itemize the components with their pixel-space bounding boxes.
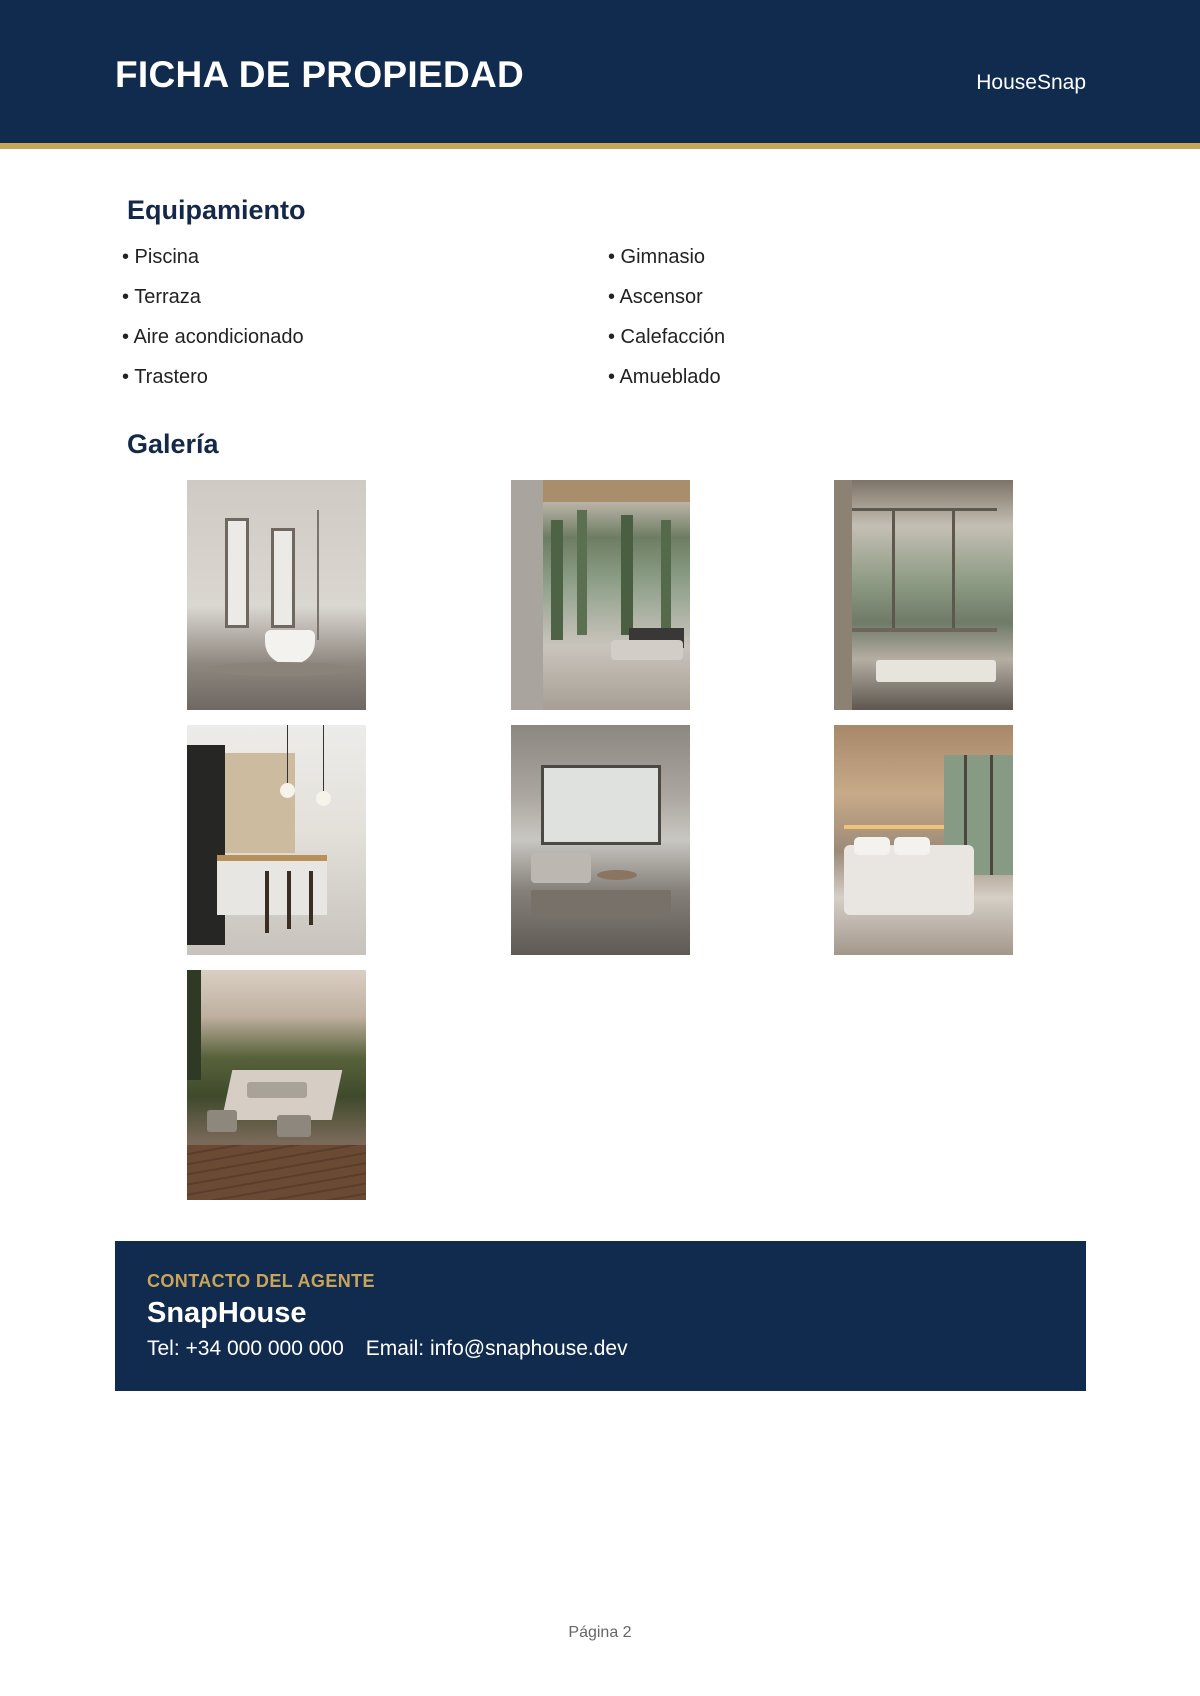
brand-name: HouseSnap [976, 71, 1086, 94]
feature-item: • Gimnasio [608, 246, 706, 268]
agent-phone[interactable]: Tel: +34 000 000 000 [147, 1337, 344, 1360]
header-accent-rule [0, 143, 1200, 149]
document-title: FICHA DE PROPIEDAD [115, 54, 525, 95]
gallery-photo-living-forest[interactable] [511, 480, 690, 710]
feature-item: • Calefacción [608, 326, 726, 348]
feature-item: • Ascensor [608, 286, 703, 308]
gallery-photo-lounge-window[interactable] [834, 480, 1013, 710]
gallery-photo-bathroom[interactable] [187, 480, 366, 710]
feature-item: • Piscina [122, 246, 200, 268]
contact-details [147, 1337, 628, 1361]
page-header [0, 0, 1200, 143]
gallery-photo-terrace[interactable] [187, 970, 366, 1200]
gallery-photo-living-room[interactable] [511, 725, 690, 955]
agent-email[interactable]: Email: info@snaphouse.dev [365, 1337, 628, 1360]
feature-item: • Amueblado [608, 366, 721, 388]
page-number: Página 2 [568, 1624, 632, 1641]
gallery-photo-bedroom[interactable] [834, 725, 1013, 955]
galeria-title: Galería [127, 429, 219, 459]
gallery-photo-kitchen[interactable] [187, 725, 366, 955]
equipamiento-title: Equipamiento [127, 195, 306, 225]
feature-item: • Trastero [122, 366, 208, 388]
feature-item: • Terraza [122, 286, 201, 308]
feature-item: • Aire acondicionado [122, 326, 304, 348]
agent-contact-box [115, 1241, 1086, 1391]
contact-label: CONTACTO DEL AGENTE [147, 1271, 375, 1291]
agent-name: SnapHouse [147, 1297, 307, 1329]
